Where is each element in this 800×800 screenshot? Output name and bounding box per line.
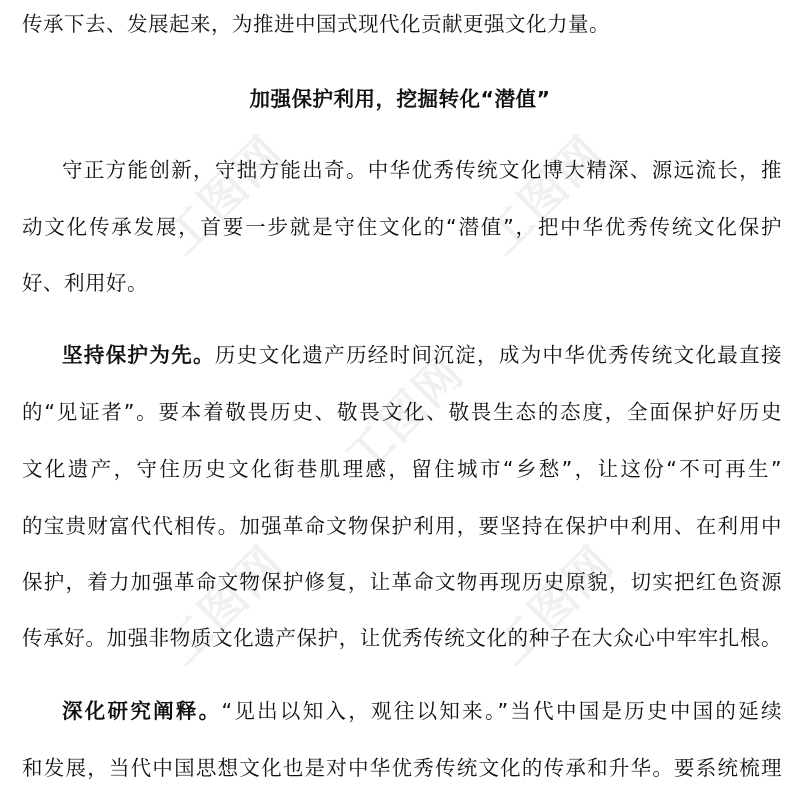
section-heading: 加强保护利用，挖掘转化“潜值” <box>249 87 551 111</box>
paragraph-line: 文化遗产，守住历史文化街巷肌理感，留住城市“乡愁”，让这份“不可再生” <box>22 457 782 481</box>
watermark: 工图网 <box>484 535 625 676</box>
watermark: 工图网 <box>154 125 295 266</box>
paragraph-line <box>62 341 782 369</box>
paragraph-line: 守正方能创新，守拙方能出奇。中华优秀传统文化博大精深、源远流长，推 <box>62 158 782 182</box>
paragraph-line: 的“见证者”。要本着敬畏历史、敬畏文化、敬畏生态的态度，全面保护好历史 <box>22 400 782 424</box>
paragraph-text: “见出以知入，观往以知来。”当代中国是历史中国的延续 <box>221 699 782 723</box>
paragraph-line: 保护，着力加强革命文物保护修复，让革命文物再现历史原貌，切实把红色资源 <box>22 570 782 594</box>
paragraph-text: 历史文化遗产历经时间沉淀，成为中华优秀传统文化最直接 <box>214 343 782 367</box>
watermark: 工图网 <box>474 125 615 266</box>
paragraph-lead: 坚持保护为先。 <box>62 343 215 367</box>
watermark: 工图网 <box>334 345 475 486</box>
watermark: 工图网 <box>154 535 295 676</box>
paragraph-line: 的宝贵财富代代相传。加强革命文物保护利用，要坚持在保护中利用、在利用中 <box>22 514 782 538</box>
paragraph-line: 和发展，当代中国思想文化也是对中华优秀传统文化的传承和升华。要系统梳理 <box>22 756 782 780</box>
text-line: 传承下去、发展起来，为推进中国式现代化贡献更强文化力量。 <box>22 12 610 36</box>
paragraph-line: 好、利用好。 <box>22 271 148 295</box>
paragraph-line <box>62 697 782 725</box>
paragraph-line: 传承好。加强非物质文化遗产保护，让优秀传统文化的种子在大众心中牢牢扎根。 <box>22 626 782 650</box>
paragraph-lead: 深化研究阐释。 <box>62 699 222 723</box>
paragraph-line: 动文化传承发展，首要一步就是守住文化的“潜值”，把中华优秀传统文化保护 <box>22 215 782 239</box>
